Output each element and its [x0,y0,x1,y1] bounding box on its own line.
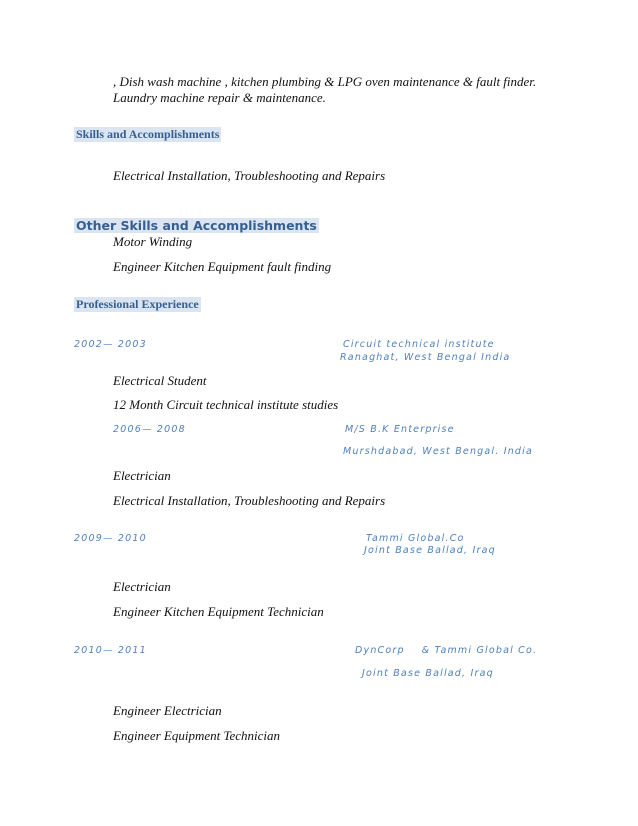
entry-dates: 2002— 2003 [74,339,147,350]
skills-item: Electrical Installation, Troubleshooting and Repairs [113,168,386,183]
intro-line-2: Laundry machine repair & maintenance. [113,90,326,105]
other-skill-item: Motor Winding [113,234,193,249]
entry-role: Engineer Electrician [113,703,222,718]
entry-location: Joint Base Ballad, Iraq [362,668,494,679]
entry-org: DynCorp & Tammi Global Co. [355,645,538,656]
entry-location: Joint Base Ballad, Iraq [364,545,496,556]
entry-detail: Engineer Equipment Technician [113,728,281,743]
entry-org: M/S B.K Enterprise [345,424,455,435]
entry-detail: Engineer Kitchen Equipment Technician [113,604,324,619]
experience-heading: Professional Experience [76,297,199,311]
entry-role: Electrician [113,468,171,483]
entry-role: Electrical Student [113,373,207,388]
entry-dates: 2006— 2008 [113,424,186,435]
entry-role: Electrician [113,579,171,594]
entry-detail: 12 Month Circuit technical institute studies [113,397,339,412]
entry-location: Murshdabad, West Bengal. India [343,446,534,457]
entry-dates: 2010— 2011 [74,645,147,656]
other-skills-heading: Other Skills and Accomplishments [76,218,317,233]
entry-org: Circuit technical institute [343,339,495,350]
entry-org: Tammi Global.Co [366,533,465,544]
other-skill-item: Engineer Kitchen Equipment fault finding [113,259,332,274]
skills-heading: Skills and Accomplishments [76,127,220,141]
entry-detail: Electrical Installation, Troubleshooting and Repairs [113,493,386,508]
entry-dates: 2009— 2010 [74,533,147,544]
entry-location: Ranaghat, West Bengal India [340,352,511,363]
intro-line-1: , Dish wash machine , kitchen plumbing & LPG oven maintenance & fault finder. [113,74,537,89]
